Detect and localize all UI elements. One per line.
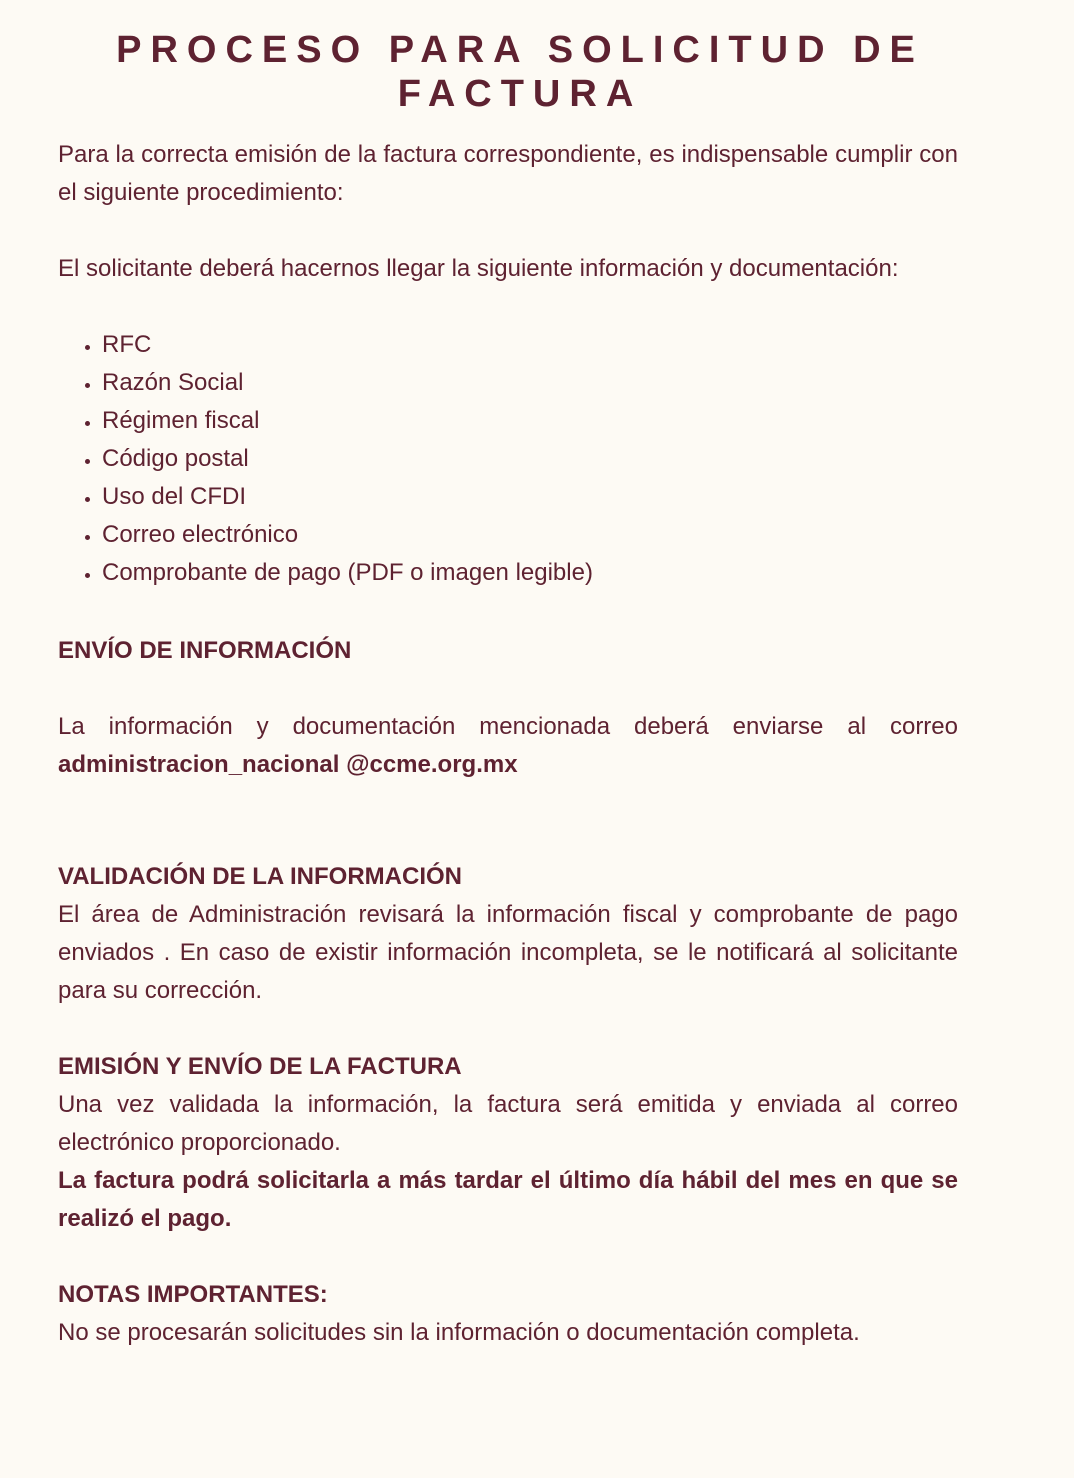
contact-email: administracion_nacional @ccme.org.mx (58, 751, 518, 778)
validacion-paragraph: El área de Administración revisará la información fiscal y comprobante de pago enviados . En caso de existir información incompleta, se le notificará al solicitante para su corrección. (58, 901, 958, 1004)
list-item: • Comprobante de pago (PDF o imagen legible) (102, 554, 958, 592)
notas-paragraph: No se procesarán solicitudes sin la información o documentación completa. (58, 1319, 860, 1346)
deadline-paragraph: La factura podrá solicitarla a más tardar el último día hábil del mes en que se realizó el pago. (58, 1167, 958, 1232)
requirements-list (58, 326, 958, 592)
notas-heading: NOTAS IMPORTANTES: (58, 1281, 328, 1308)
list-item: • Régimen fiscal (102, 402, 958, 440)
list-item: • Correo electrónico (102, 516, 958, 554)
envio-heading: ENVÍO DE INFORMACIÓN (58, 637, 352, 664)
envio-text: La información y documentación mencionada deberá enviarse al correo (58, 713, 958, 740)
emision-heading: EMISIÓN Y ENVÍO DE LA FACTURA (58, 1053, 462, 1080)
validacion-heading: VALIDACIÓN DE LA INFORMACIÓN (58, 863, 462, 890)
list-item: • Uso del CFDI (102, 478, 958, 516)
list-item: • RFC (102, 326, 958, 364)
envio-paragraph (58, 708, 958, 784)
document-page (0, 28, 1074, 1478)
intro-paragraph: Para la correcta emisión de la factura correspondiente, es indispensable cumplir con el siguiente procedimiento: (58, 141, 958, 206)
list-item: • Razón Social (102, 364, 958, 402)
request-paragraph: El solicitante deberá hacernos llegar la siguiente información y documentación: (58, 255, 899, 282)
list-item: • Código postal (102, 440, 958, 478)
page-title: PROCESO PARA SOLICITUD DE FACTURA (116, 29, 924, 115)
emision-paragraph: Una vez validada la información, la factura será emitida y enviada al correo electrónico proporcionado. (58, 1091, 958, 1156)
